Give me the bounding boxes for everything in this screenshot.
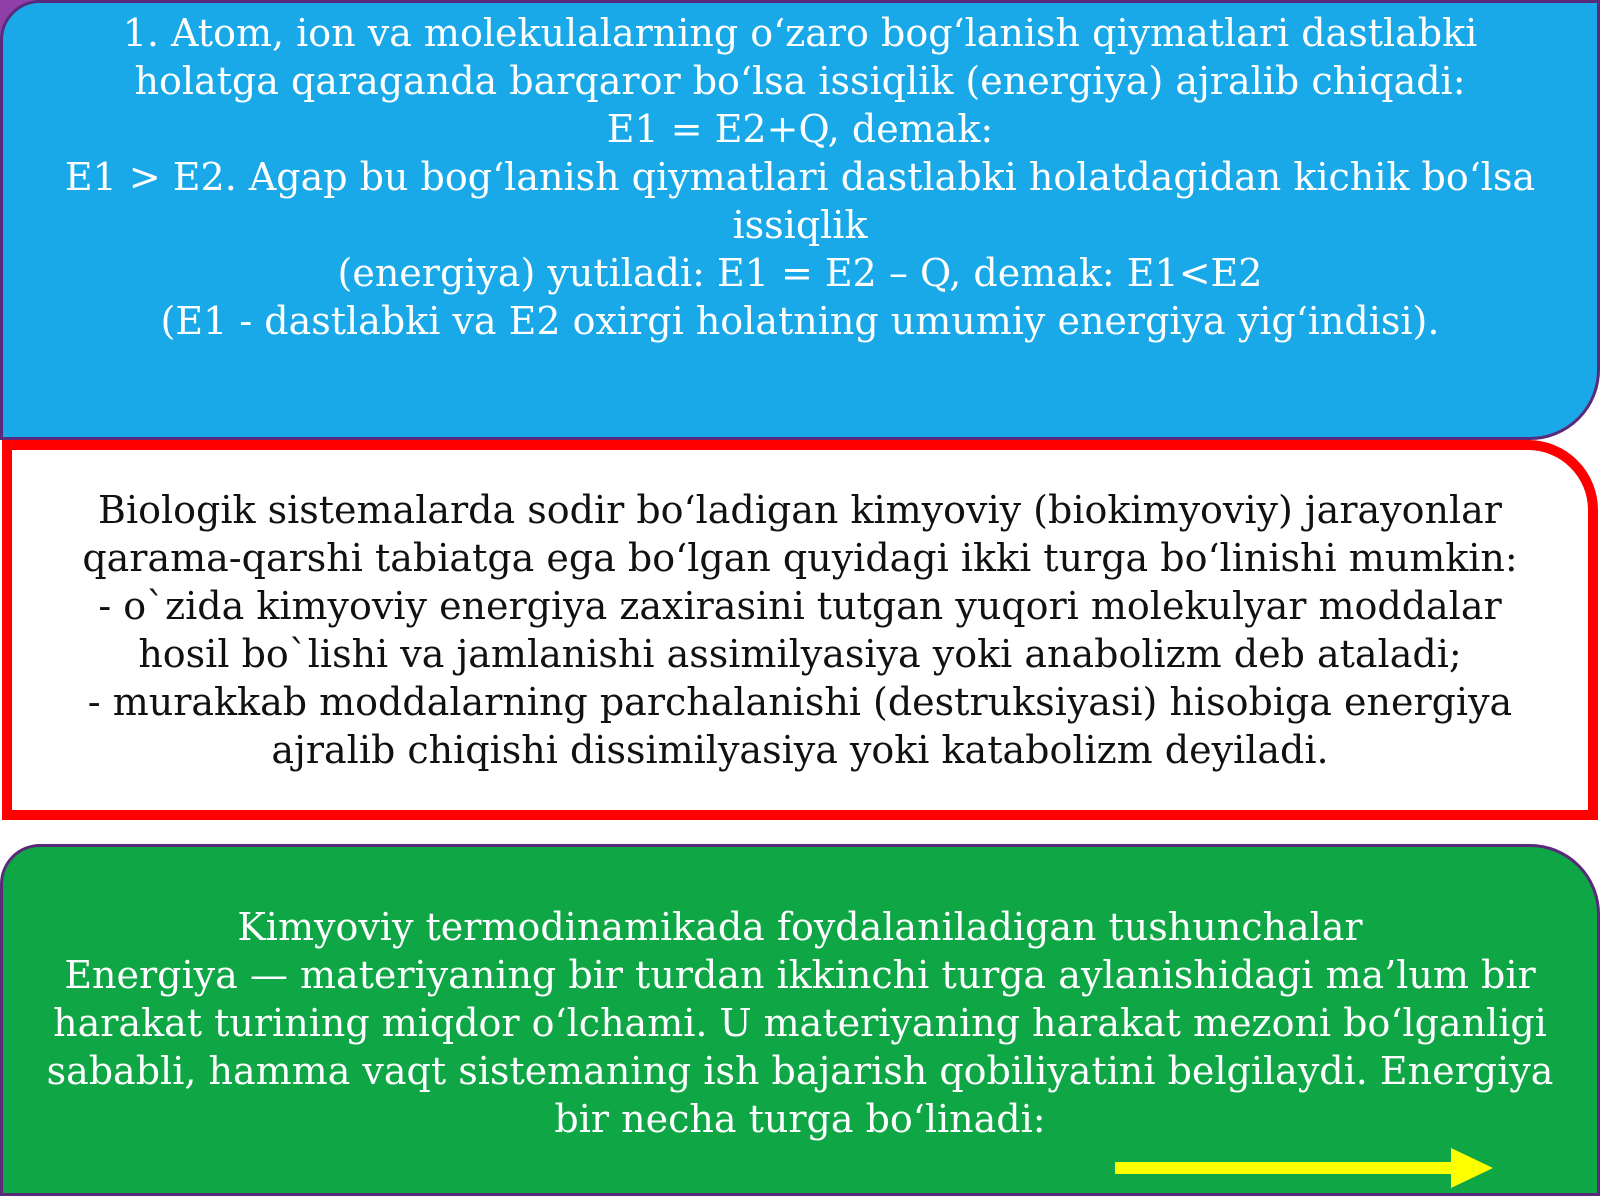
- green-panel-line: Kimyoviy termodinamikada foydalaniladigan tushunchalar: [237, 905, 1363, 949]
- green-panel: [0, 844, 1600, 1196]
- blue-panel-line: holatga qaraganda barqaror bo‘lsa issiqlik (energiya) ajralib chiqadi:: [134, 59, 1466, 103]
- red-panel-line: qarama-qarshi tabiatga ega bo‘lgan quyidagi ikki turga bo‘linishi mumkin:: [82, 536, 1518, 580]
- blue-panel-line: E1 > E2. Agap bu bog‘lanish qiymatlari dastlabki holatdagidan kichik bo‘lsa: [64, 155, 1536, 199]
- red-panel-line: - murakkab moddalarning parchalanishi (destruksiyasi) hisobiga energiya: [87, 680, 1513, 724]
- blue-panel: [0, 0, 1600, 440]
- right-arrow-icon[interactable]: [1115, 1148, 1495, 1188]
- blue-panel-line: issiqlik: [732, 203, 868, 247]
- blue-panel-line: (E1 - dastlabki va E2 oxirgi holatning umumiy energiya yig‘indisi).: [160, 299, 1440, 343]
- blue-panel-line: E1 = E2+Q, demak:: [606, 107, 994, 151]
- red-panel: [2, 440, 1598, 820]
- green-panel-line: harakat turining miqdor o‘lchami. U materiyaning harakat mezoni bo‘lganligi: [53, 1001, 1547, 1045]
- red-panel-line: - o`zida kimyoviy energiya zaxirasini tutgan yuqori molekulyar moddalar: [98, 584, 1502, 628]
- blue-panel-line: 1. Atom, ion va molekulalarning o‘zaro bog‘lanish qiymatlari dastlabki: [122, 11, 1478, 55]
- green-panel-line: Energiya — materiyaning bir turdan ikkinchi turga aylanishidagi ma’lum bir: [64, 953, 1536, 997]
- blue-panel-line: (energiya) yutiladi: E1 = E2 – Q, demak: E1<E2: [337, 251, 1263, 295]
- red-panel-line: Biologik sistemalarda sodir bo‘ladigan kimyoviy (biokimyoviy) jarayonlar: [98, 488, 1502, 532]
- red-panel-line: ajralib chiqishi dissimilyasiya yoki katabolizm deyiladi.: [271, 728, 1329, 772]
- green-panel-line: bir necha turga bo‘linadi:: [554, 1097, 1046, 1141]
- green-panel-line: sababli, hamma vaqt sistemaning ish bajarish qobiliyatini belgilaydi. Energiya: [46, 1049, 1554, 1093]
- red-panel-line: hosil bo`lishi va jamlanishi assimilyasiya yoki anabolizm deb ataladi;: [138, 632, 1462, 676]
